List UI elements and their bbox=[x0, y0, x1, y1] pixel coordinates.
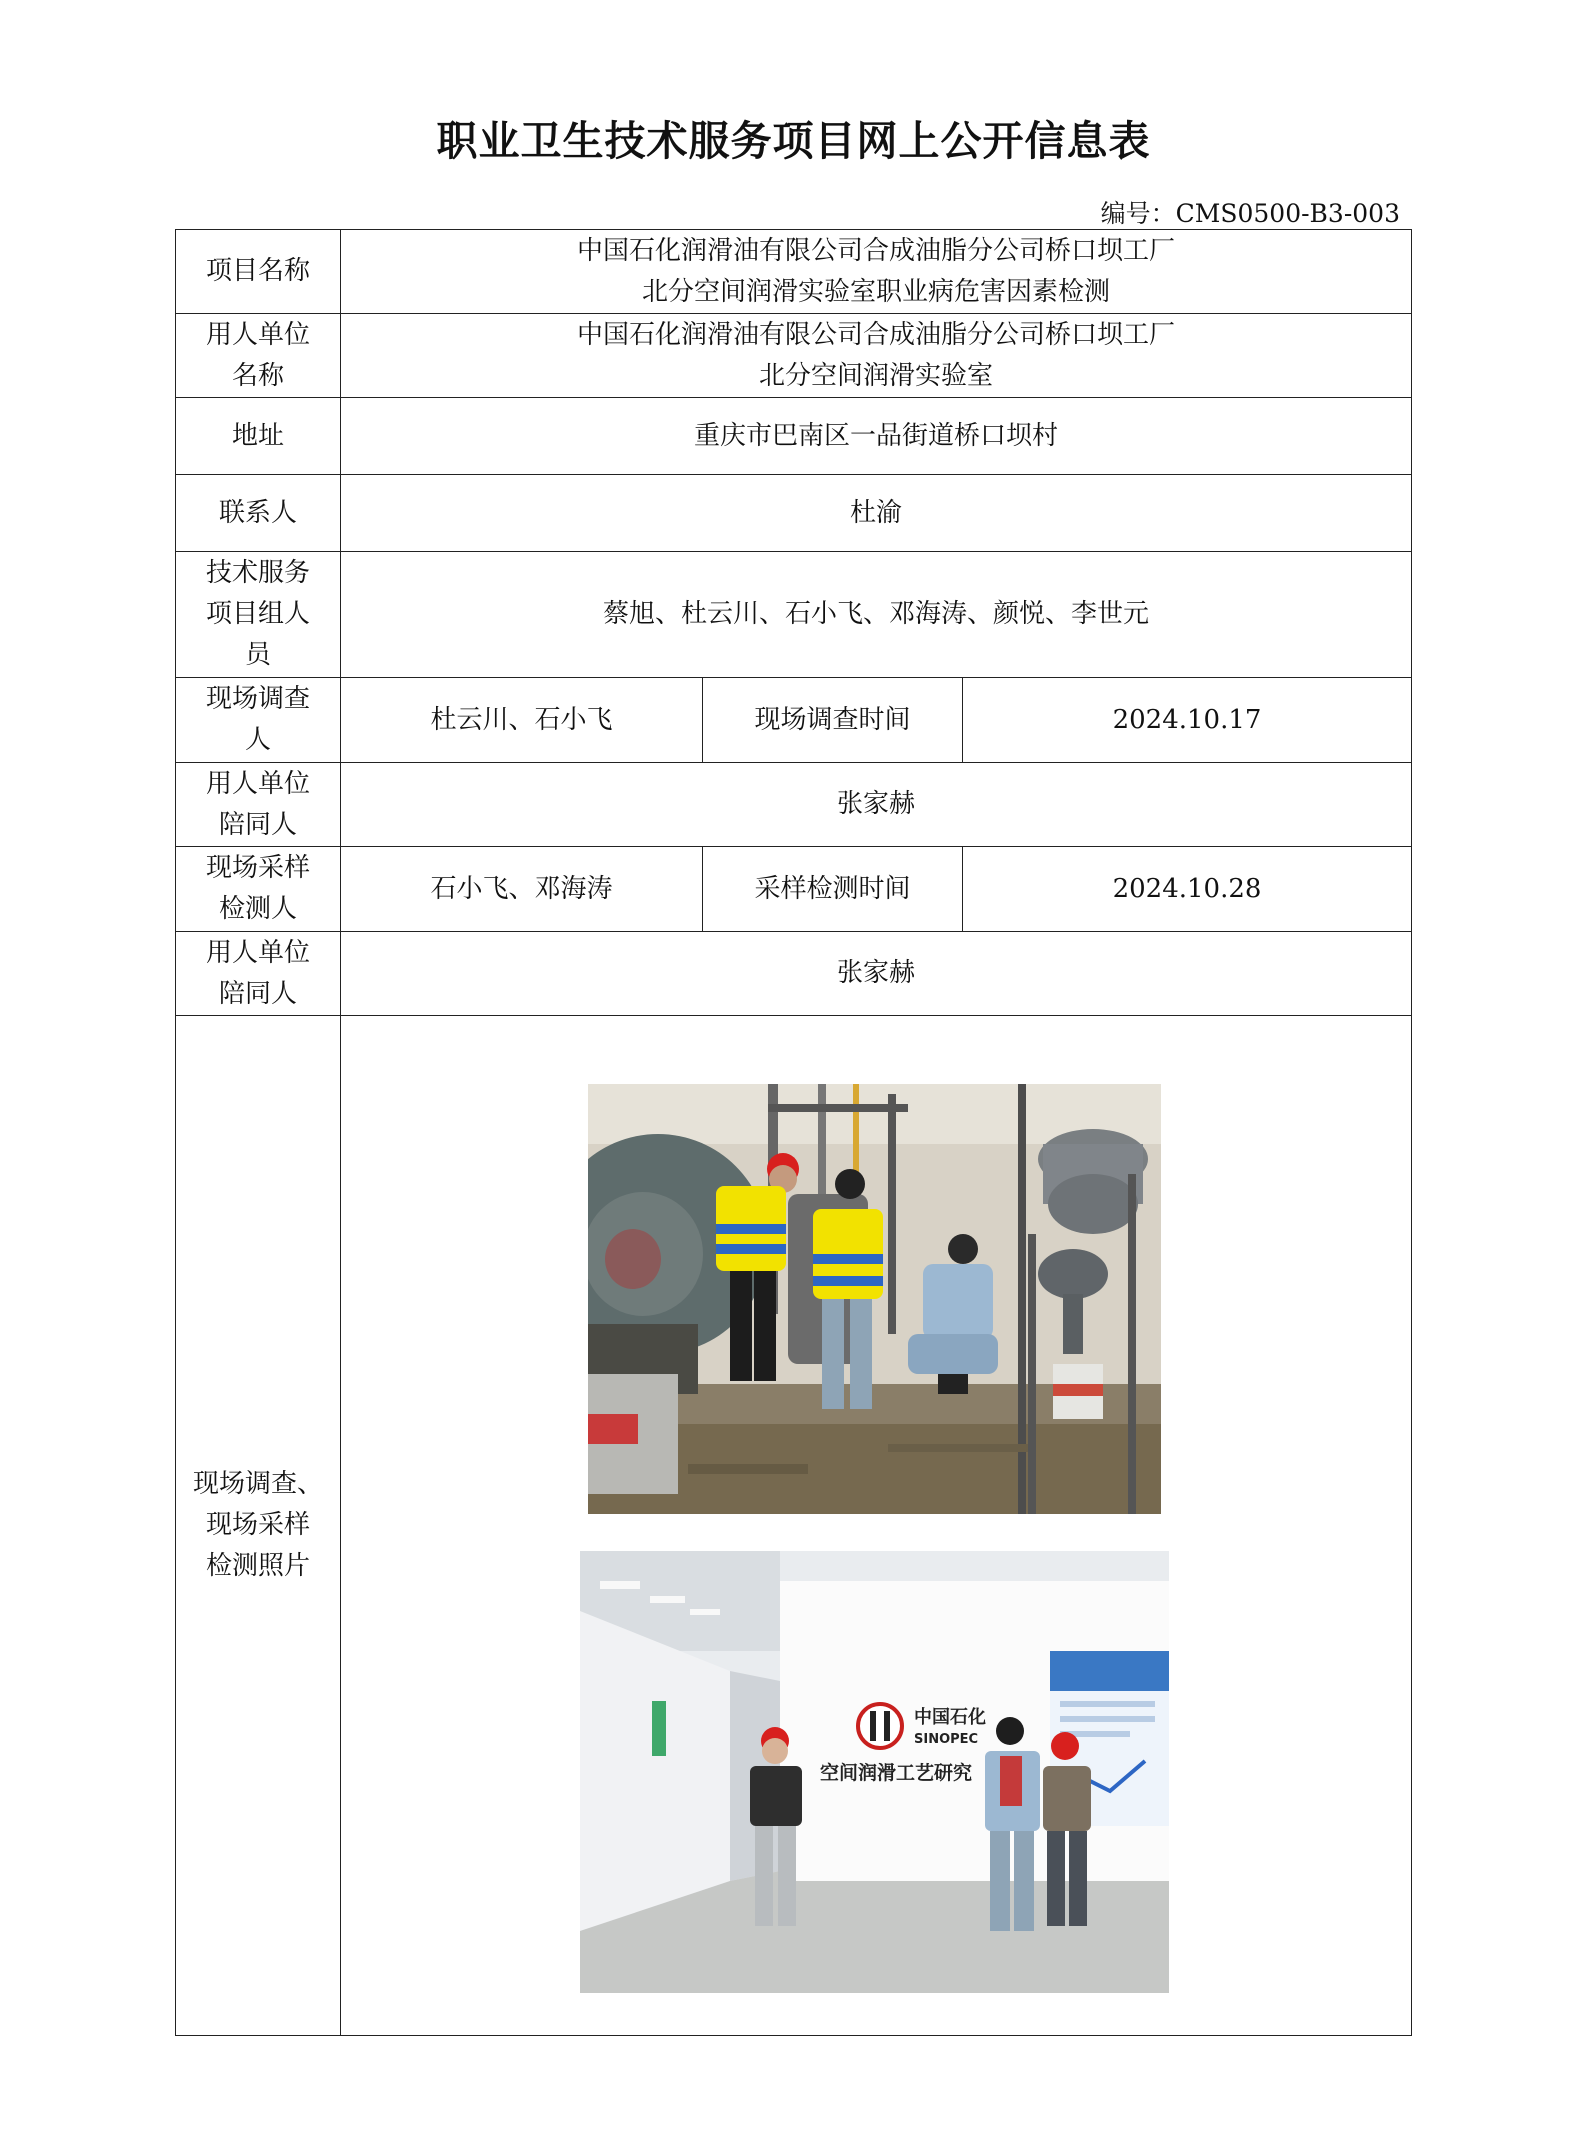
row-survey bbox=[176, 678, 1412, 763]
label-survey: 现场调查 人 bbox=[176, 678, 341, 763]
photo-field-survey bbox=[588, 1084, 1161, 1514]
sign-wall-text: 空间润滑工艺研究 bbox=[820, 1762, 973, 1784]
sign-logo-cn: 中国石化 bbox=[914, 1707, 986, 1728]
label-contact: 联系人 bbox=[176, 475, 341, 552]
row-photos bbox=[176, 1016, 1412, 2036]
photo-sampling-team-image bbox=[580, 1551, 1169, 1993]
row-contact bbox=[176, 475, 1412, 552]
row-address bbox=[176, 398, 1412, 475]
document-title: 职业卫生技术服务项目网上公开信息表 bbox=[436, 117, 1151, 165]
document-number: 编号：CMS0500-B3-003 bbox=[1100, 199, 1400, 228]
row-employer bbox=[176, 314, 1412, 398]
value-survey-people: 杜云川、石小飞 bbox=[341, 678, 703, 763]
value-sampling-people: 石小飞、邓海涛 bbox=[341, 847, 703, 932]
row-team bbox=[176, 552, 1412, 678]
label-escort-1: 用人单位 陪同人 bbox=[176, 763, 341, 847]
photos-cell bbox=[341, 1016, 1412, 2036]
row-escort-2 bbox=[176, 932, 1412, 1016]
value-sampling-time: 2024.10.28 bbox=[963, 847, 1412, 932]
label-sampling: 现场采样 检测人 bbox=[176, 847, 341, 932]
row-project-name bbox=[176, 230, 1412, 314]
label-address: 地址 bbox=[176, 398, 341, 475]
label-team: 技术服务 项目组人 员 bbox=[176, 552, 341, 678]
value-team: 蔡旭、杜云川、石小飞、邓海涛、颜悦、李世元 bbox=[341, 552, 1412, 678]
photo-field-survey-image bbox=[588, 1084, 1161, 1514]
label-photos: 现场调查、 现场采样 检测照片 bbox=[176, 1016, 341, 2036]
value-employer: 中国石化润滑油有限公司合成油脂分公司桥口坝工厂 北分空间润滑实验室 bbox=[341, 314, 1412, 398]
label-project-name: 项目名称 bbox=[176, 230, 341, 314]
value-contact: 杜渝 bbox=[341, 475, 1412, 552]
row-escort-1 bbox=[176, 763, 1412, 847]
row-sampling bbox=[176, 847, 1412, 932]
label-sampling-time: 采样检测时间 bbox=[703, 847, 963, 932]
label-employer: 用人单位 名称 bbox=[176, 314, 341, 398]
value-escort-2: 张家赫 bbox=[341, 932, 1412, 1016]
photo-sampling-team bbox=[580, 1551, 1169, 1993]
sign-logo-en: SINOPEC bbox=[914, 1732, 979, 1747]
value-escort-1: 张家赫 bbox=[341, 763, 1412, 847]
label-survey-time: 现场调查时间 bbox=[703, 678, 963, 763]
value-project-name: 中国石化润滑油有限公司合成油脂分公司桥口坝工厂 北分空间润滑实验室职业病危害因素检测 bbox=[341, 230, 1412, 314]
info-table bbox=[175, 229, 1412, 2036]
value-address: 重庆市巴南区一品街道桥口坝村 bbox=[341, 398, 1412, 475]
label-escort-2: 用人单位 陪同人 bbox=[176, 932, 341, 1016]
value-survey-time: 2024.10.17 bbox=[963, 678, 1412, 763]
